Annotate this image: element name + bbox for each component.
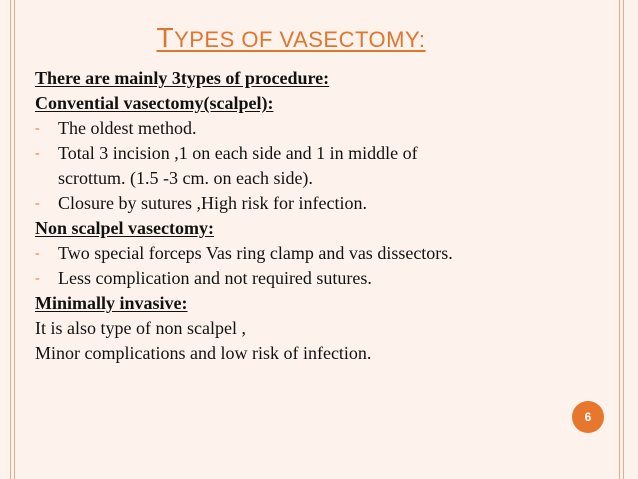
title-rest: YPES OF VASECTOMY:	[174, 27, 426, 52]
bullet-dash: -	[35, 121, 40, 136]
list-item-text: Closure by sutures ,High risk for infection.	[58, 193, 367, 213]
bullet-dash: -	[35, 246, 40, 261]
minimally-invasive-heading: Minimally invasive:	[35, 293, 188, 313]
bullet-dash: -	[35, 271, 40, 286]
left-border-line-inner	[14, 0, 15, 479]
list-item	[35, 116, 575, 141]
right-border-line	[623, 0, 624, 479]
slide-title	[0, 22, 582, 54]
list-item-text: The oldest method.	[58, 118, 197, 138]
list-item-continuation: scrottum. (1.5 -3 cm. on each side).	[58, 168, 313, 188]
conventional-heading: Convential vasectomy(scalpel):	[35, 93, 274, 113]
text-line: It is also type of non scalpel ,	[35, 318, 246, 338]
list-item	[35, 266, 575, 291]
list-item-text: Less complication and not required sutures.	[58, 268, 372, 288]
list-item-text: Two special forceps Vas ring clamp and vas dissectors.	[58, 243, 453, 263]
bullet-dash: -	[35, 146, 40, 161]
right-border-line-inner	[619, 0, 620, 479]
list-item	[35, 191, 575, 216]
bullet-dash: -	[35, 196, 40, 211]
list-item-text: Total 3 incision ,1 on each side and 1 in middle of	[58, 143, 418, 163]
list-item	[35, 141, 575, 166]
page-number-badge: 6	[572, 401, 604, 433]
list-item	[35, 241, 575, 266]
slide-body	[35, 66, 575, 366]
intro-heading: There are mainly 3types of procedure:	[35, 68, 330, 88]
non-scalpel-heading: Non scalpel vasectomy:	[35, 218, 214, 238]
left-border-line	[10, 0, 11, 479]
title-first-letter: T	[156, 22, 175, 53]
text-line: Minor complications and low risk of infection.	[35, 343, 372, 363]
